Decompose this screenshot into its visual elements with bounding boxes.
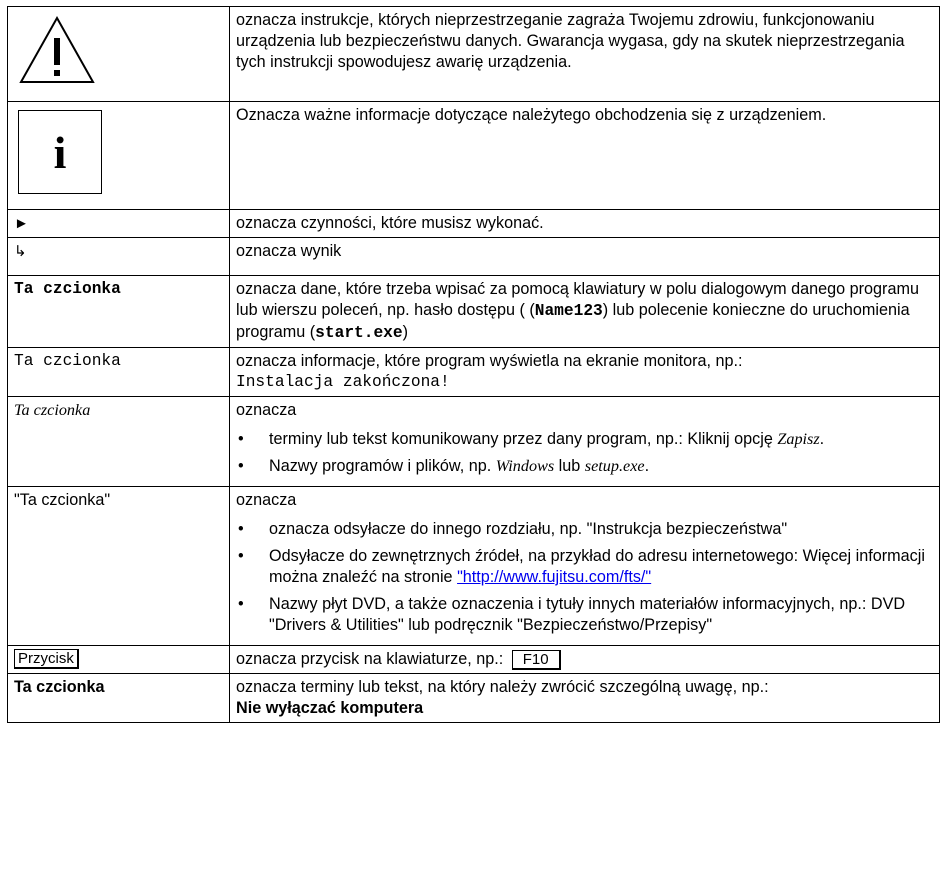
quoted-font-label-cell [8,487,230,646]
italic-font-label-cell [8,397,230,487]
output-font-label: Ta czcionka [14,352,121,370]
italic-bullet-2-text: Nazwy programów i plików, np. [269,457,496,475]
italic-font-label: Ta czcionka [14,401,91,419]
key-row [8,646,940,674]
warning-row [8,7,940,102]
action-description: oznacza czynności, które musisz wykonać. [230,210,940,238]
bold-font-text: oznacza terminy lub tekst, na który należy zwrócić szczególną uwagę, np.: [236,678,769,696]
action-icon-cell [8,210,230,238]
key-description [230,646,940,674]
info-icon-glyph: i [53,126,67,178]
quoted-font-row [8,487,940,646]
quoted-font-intro: oznacza [236,491,297,509]
list-item [236,546,933,588]
output-font-text: oznacza informacje, które program wyświetla na ekranie monitora, np.: [236,352,743,370]
italic-font-list [236,429,933,477]
quoted-font-list [236,519,933,636]
list-item: • Nazwy płyt DVD, a także oznaczenia i tytuły innych materiałów informacyjnych, np.: DVD "Drivers & Utilities" lub podręcznik "Bezpieczeństwo/Przepisy" [236,594,933,636]
action-arrow-icon: ► [14,215,29,232]
warning-icon-cell [8,7,230,102]
bold-font-label-cell [8,674,230,723]
italic-bullet-2-term-2: setup.exe [584,457,645,475]
list-item [236,456,933,477]
output-font-example: Instalacja zakończona! [236,373,450,391]
warning-triangle-icon [18,15,96,85]
italic-bullet-1-text: terminy lub tekst komunikowany przez dany program, np.: Kliknij opcję [269,430,778,448]
italic-bullet-1-end: . [819,430,825,448]
input-font-code-2: start.exe [315,324,403,342]
warning-description: oznacza instrukcje, których nieprzestrzeganie zagraża Twojemu zdrowiu, funkcjonowaniu urządzenia lub bezpieczeństwu danych. Gwarancja wygasa, gdy na skutek nieprzestrzegania tych instrukcji spowodujesz awarię urządzenia. [230,7,940,102]
italic-bullet-2-mid: lub [554,457,585,475]
italic-bullet-2-term-1: Windows [495,457,555,475]
input-font-text-b: ) lub polecenie konieczne do uruchomienia programu ( [236,301,910,341]
output-font-row [8,348,940,397]
result-icon-cell [8,238,230,276]
f10-key: F10 [512,650,561,670]
bold-font-description [230,674,940,723]
info-row [8,102,940,210]
italic-font-row [8,397,940,487]
bold-font-label: Ta czcionka [14,678,105,696]
input-font-text-a: oznacza dane, które trzeba wpisać za pomocą klawiatury w polu dialogowym danego programu lub wierszu poleceń, np. hasło dostępu ( ( [236,280,919,319]
result-arrow-icon: ↳ [14,243,27,260]
list-item: • oznacza odsyłacze do innego rozdziału, np. "Instrukcja bezpieczeństwa" [236,519,933,540]
info-icon-cell [8,102,230,210]
fujitsu-link[interactable]: "http://www.fujitsu.com/fts/" [457,568,652,586]
result-row [8,238,940,276]
input-font-text-c: ) [402,323,408,341]
output-font-label-cell [8,348,230,397]
input-font-label: Ta czcionka [14,280,121,298]
result-description: oznacza wynik [230,238,940,276]
action-row [8,210,940,238]
output-font-description [230,348,940,397]
quoted-bullet-2-text: Odsyłacze do zewnętrznych źródeł, na przykład do adresu internetowego: Więcej informacji można znaleźć na stronie [269,547,925,586]
italic-bullet-2-end: . [644,457,650,475]
quoted-font-label: "Ta czcionka" [14,491,111,509]
key-label-cell [8,646,230,674]
bold-font-row [8,674,940,723]
conventions-table [7,6,940,723]
key-description-text: oznacza przycisk na klawiaturze, np.: [236,650,508,668]
info-icon [18,110,102,194]
key-label: Przycisk [14,649,79,669]
input-font-code-1: Name123 [534,302,603,320]
italic-font-description [230,397,940,487]
italic-bullet-1-term: Zapisz [777,430,820,448]
input-font-label-cell [8,276,230,348]
info-description: Oznacza ważne informacje dotyczące należytego obchodzenia się z urządzeniem. [230,102,940,210]
italic-font-intro: oznacza [236,401,297,419]
input-font-row [8,276,940,348]
input-font-description [230,276,940,348]
quoted-font-description [230,487,940,646]
bold-font-example: Nie wyłączać komputera [236,699,424,717]
list-item [236,429,933,450]
